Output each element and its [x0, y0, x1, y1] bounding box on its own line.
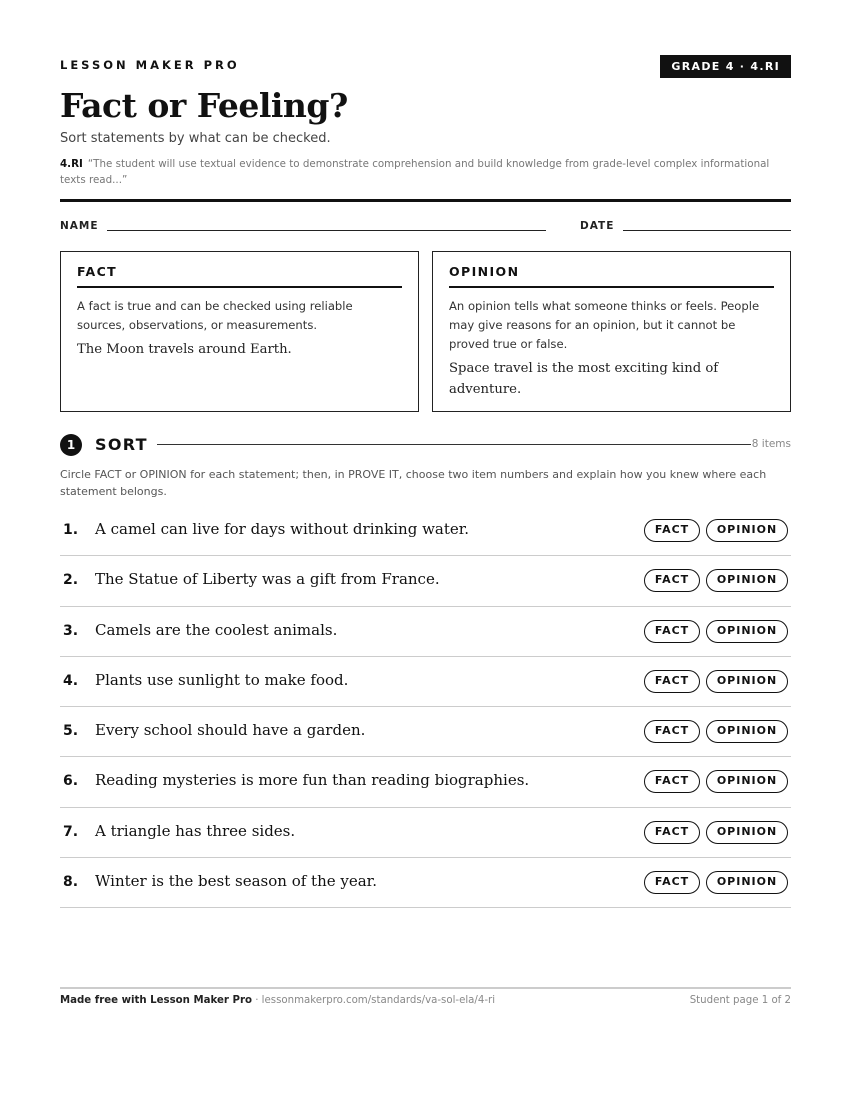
list-item: [60, 556, 791, 606]
grade-badge: GRADE 4 · 4.RI: [660, 55, 791, 78]
item-number: 4.: [63, 672, 79, 689]
name-label: NAME: [60, 220, 99, 232]
standard-statement: [60, 156, 791, 188]
opinion-heading: OPINION: [449, 264, 774, 288]
fact-choice[interactable]: FACT: [644, 871, 700, 894]
list-item: [60, 858, 791, 908]
header-divider: [60, 199, 791, 202]
opinion-choice[interactable]: OPINION: [706, 871, 788, 894]
fact-heading: FACT: [77, 264, 402, 288]
item-statement: Reading mysteries is more fun than reading biographies.: [95, 771, 530, 790]
footer-url[interactable]: · lessonmakerpro.com/standards/va-sol-ela/4-ri: [251, 995, 496, 1006]
page-title: Fact or Feeling?: [60, 86, 348, 125]
list-item: [60, 757, 791, 807]
fact-choice[interactable]: FACT: [644, 620, 700, 643]
item-statement: Every school should have a garden.: [95, 721, 366, 740]
instructions: Circle FACT or OPINION for each statement; then, in PROVE IT, choose two item numbers and explain how you knew where each statement belongs.: [60, 468, 767, 498]
fact-choice[interactable]: FACT: [644, 821, 700, 844]
opinion-choice[interactable]: OPINION: [706, 670, 788, 693]
item-number: 8.: [63, 874, 79, 891]
opinion-definition-box: [432, 251, 791, 412]
fact-definition: A fact is true and can be checked using reliable sources, observations, or measurements.: [77, 299, 353, 332]
section-title: SORT: [95, 435, 148, 454]
item-statement: Winter is the best season of the year.: [95, 872, 377, 891]
item-statement: A camel can live for days without drinking water.: [95, 520, 470, 538]
list-item: [60, 707, 791, 757]
item-statement: A triangle has three sides.: [95, 821, 296, 840]
fact-choice[interactable]: FACT: [644, 569, 700, 592]
list-item: [60, 657, 791, 707]
fact-choice[interactable]: FACT: [644, 670, 700, 693]
list-item: [60, 607, 791, 657]
fact-choice[interactable]: FACT: [644, 770, 700, 793]
opinion-choice[interactable]: OPINION: [706, 770, 788, 793]
sort-section-header: [60, 434, 791, 456]
item-count: 8 items: [751, 438, 791, 450]
opinion-choice[interactable]: OPINION: [706, 720, 788, 743]
item-statement: The Statue of Liberty was a gift from France.: [95, 570, 440, 589]
worksheet-page: [60, 0, 791, 1100]
standard-code: 4.RI: [60, 158, 83, 170]
section-number-badge: 1: [60, 434, 82, 456]
footer-divider: [60, 987, 791, 989]
list-item: [60, 506, 791, 556]
opinion-example: Space travel is the most exciting kind of adventure.: [449, 361, 719, 397]
opinion-choice[interactable]: OPINION: [706, 569, 788, 592]
footer-credit: Made free with Lesson Maker Pro: [60, 995, 252, 1006]
fact-example: The Moon travels around Earth.: [77, 342, 292, 357]
date-label: DATE: [580, 220, 615, 232]
item-number: 7.: [63, 823, 79, 840]
opinion-definition: An opinion tells what someone thinks or feels. People may give reasons for an opinion, but it cannot be proved true or false.: [449, 299, 760, 351]
name-field[interactable]: [107, 230, 546, 231]
section-rule: [157, 444, 751, 445]
opinion-choice[interactable]: OPINION: [706, 821, 788, 844]
page-number: Student page 1 of 2: [689, 995, 791, 1006]
standard-text: “The student will use textual evidence to demonstrate comprehension and build knowledge from grade-level complex informational texts read...”: [60, 158, 770, 186]
page-subtitle: Sort statements by what can be checked.: [60, 131, 331, 146]
fact-choice[interactable]: FACT: [644, 720, 700, 743]
item-statement: Plants use sunlight to make food.: [95, 670, 349, 689]
list-item: [60, 808, 791, 858]
item-number: 5.: [63, 723, 79, 740]
item-number: 6.: [63, 773, 79, 790]
name-date-row: [60, 220, 791, 234]
header-top: [60, 56, 791, 80]
footer: [60, 995, 791, 1006]
item-number: 1.: [63, 522, 79, 538]
brand-name: LESSON MAKER PRO: [60, 58, 240, 72]
item-number: 3.: [63, 622, 79, 639]
fact-definition-box: [60, 251, 419, 412]
statement-list: [60, 506, 791, 908]
item-number: 2.: [63, 572, 79, 589]
date-field[interactable]: [623, 230, 791, 231]
item-statement: Camels are the coolest animals.: [95, 620, 338, 639]
fact-choice[interactable]: FACT: [644, 519, 700, 542]
opinion-choice[interactable]: OPINION: [706, 620, 788, 643]
opinion-choice[interactable]: OPINION: [706, 519, 788, 542]
